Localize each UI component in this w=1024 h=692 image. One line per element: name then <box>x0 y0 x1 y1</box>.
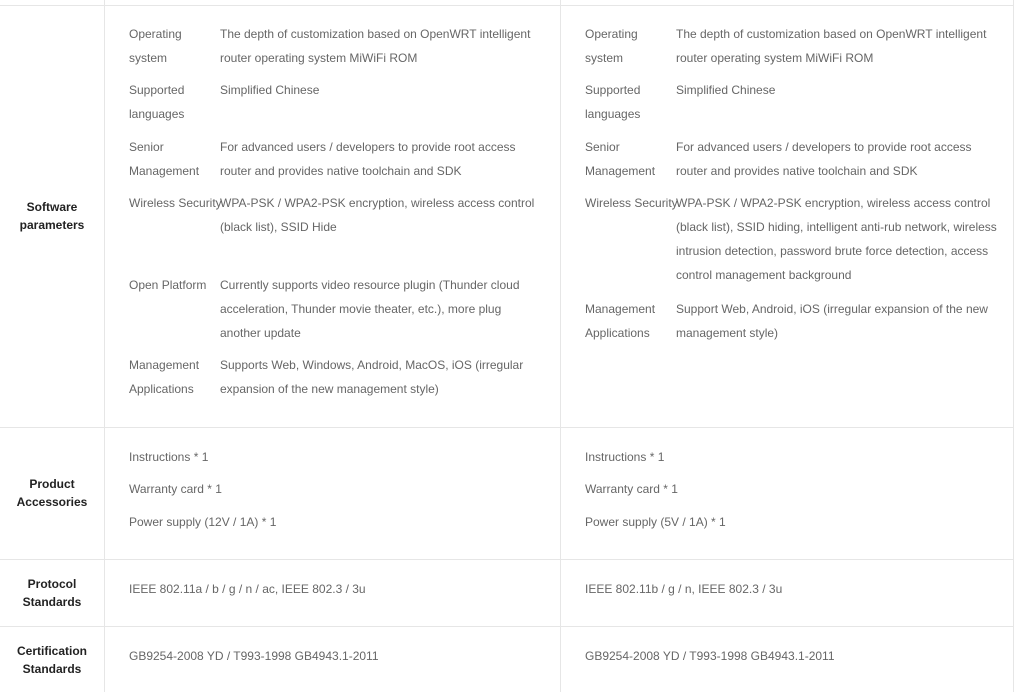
spec-value: Simplified Chinese <box>220 83 320 97</box>
label-line: Accessories <box>16 495 88 509</box>
spec-value: WPA-PSK / WPA2-PSK encryption, wireless access control (black list), SSID Hide <box>220 196 535 234</box>
left-protocol-value: IEEE 802.11a / b / g / n / ac, IEEE 802.3 / 3u <box>129 582 366 596</box>
label-line: Software <box>26 200 78 214</box>
spec-key <box>585 191 678 215</box>
key-line: Senior <box>129 140 164 154</box>
spec-key <box>585 22 638 70</box>
spec-key <box>129 22 182 70</box>
row-divider-2 <box>0 559 1014 560</box>
left-certification-value: GB9254-2008 YD / T993-1998 GB4943.1-2011 <box>129 649 379 663</box>
key-line: Applications <box>129 382 194 396</box>
label-line: Product <box>29 477 75 491</box>
key-line: Management <box>585 302 656 316</box>
key-line: Management <box>129 164 200 178</box>
right-protocol-value: IEEE 802.11b / g / n, IEEE 802.3 / 3u <box>585 582 783 596</box>
key-line: system <box>129 51 168 65</box>
row-divider-top <box>0 5 1014 6</box>
label-line: Certification <box>16 644 87 658</box>
key-line: Management <box>585 164 656 178</box>
left-accessory-item: Power supply (12V / 1A) * 1 <box>129 515 277 529</box>
key-line: Operating <box>129 27 182 41</box>
key-line: Open Platform <box>129 278 207 292</box>
left-accessory-item: Instructions * 1 <box>129 450 209 464</box>
col-divider-1 <box>104 0 105 692</box>
spec-value: Supports Web, Windows, Android, MacOS, iOS (irregular expansion of the new management style) <box>220 358 524 396</box>
right-accessory-item: Power supply (5V / 1A) * 1 <box>585 515 726 529</box>
row-divider-3 <box>0 626 1014 627</box>
key-line: Wireless Security <box>129 196 222 210</box>
key-line: languages <box>129 107 185 121</box>
spec-value: Simplified Chinese <box>676 83 776 97</box>
spec-key <box>129 353 199 401</box>
section-label-certification <box>0 642 104 678</box>
spec-value: Support Web, Android, iOS (irregular expansion of the new management style) <box>676 302 988 340</box>
key-line: Applications <box>585 326 650 340</box>
spec-value: Currently supports video resource plugin (Thunder cloud acceleration, Thunder movie theater, etc.), more plug another update <box>220 278 520 340</box>
left-accessory-item: Warranty card * 1 <box>129 482 222 496</box>
spec-key <box>129 135 199 183</box>
spec-value: WPA-PSK / WPA2-PSK encryption, wireless access control (black list), SSID hiding, intelligent anti-rub network, wireless intrusion detection, password brute force detection, access control management background <box>676 196 997 282</box>
spec-key <box>585 78 640 126</box>
key-line: languages <box>585 107 641 121</box>
spec-key <box>129 273 206 297</box>
label-line: Protocol <box>27 577 77 591</box>
key-line: Management <box>129 358 200 372</box>
spec-value: For advanced users / developers to provide root access router and provides native toolchain and SDK <box>220 140 516 178</box>
spec-value: For advanced users / developers to provide root access router and provides native toolchain and SDK <box>676 140 972 178</box>
section-label-software <box>0 198 104 234</box>
right-accessory-item: Warranty card * 1 <box>585 482 678 496</box>
col-divider-3 <box>1013 0 1014 692</box>
spec-key <box>129 78 184 126</box>
spec-key <box>129 191 222 215</box>
key-line: Operating <box>585 27 638 41</box>
right-accessory-item: Instructions * 1 <box>585 450 665 464</box>
row-divider-1 <box>0 427 1014 428</box>
section-label-accessories <box>0 475 104 511</box>
key-line: Supported <box>129 83 185 97</box>
spec-key <box>585 297 655 345</box>
spec-value: The depth of customization based on OpenWRT intelligent router operating system MiWiFi ROM <box>676 27 987 65</box>
key-line: system <box>585 51 624 65</box>
key-line: Senior <box>585 140 620 154</box>
spec-key <box>585 135 655 183</box>
section-label-protocol <box>0 575 104 611</box>
right-certification-value: GB9254-2008 YD / T993-1998 GB4943.1-2011 <box>585 649 835 663</box>
label-line: Standards <box>22 662 82 676</box>
key-line: Wireless Security <box>585 196 678 210</box>
key-line: Supported <box>585 83 641 97</box>
spec-value: The depth of customization based on OpenWRT intelligent router operating system MiWiFi ROM <box>220 27 531 65</box>
label-line: parameters <box>19 218 85 232</box>
col-divider-2 <box>560 0 561 692</box>
label-line: Standards <box>22 595 82 609</box>
